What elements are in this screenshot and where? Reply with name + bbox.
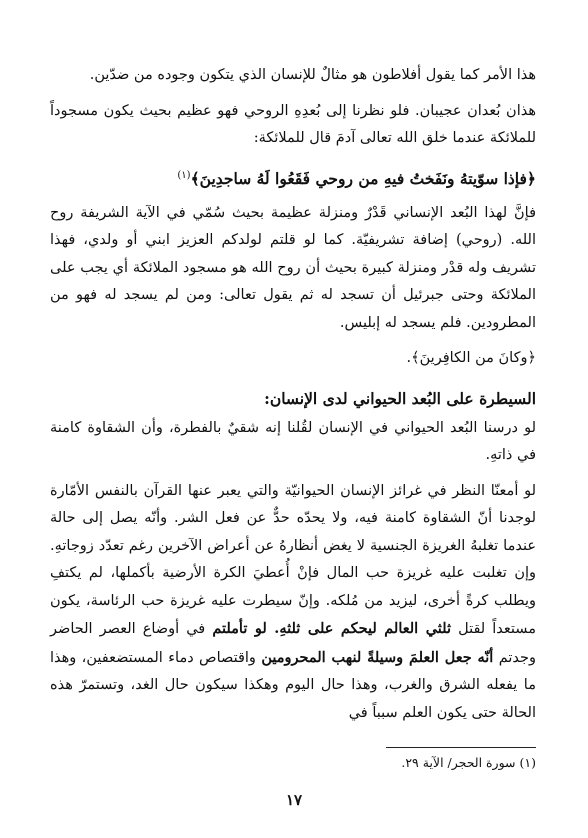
paragraph-5: لو درسنا البُعد الحيواني في الإنسان لقُلنا إنه شقيٌ بالفطرة، وأن الشقاوة كامنة في ذاتهِ. — [50, 419, 536, 464]
section-heading: السيطرة على البُعد الحيواني لدى الإنسان: — [264, 388, 536, 408]
paragraph-6-text-b: في أوضاع العصر الحاضر وجدتم — [50, 621, 536, 666]
paragraph-2: هذان بُعدان عجيبان. فلو نظرنا إلى بُعدِهِ الروحي فهو عظيم بحيث يكون مسجوداً للملائكة عندما خلق الله تعالى آدمَ قال للملائكة: — [50, 102, 536, 146]
quran-verse — [50, 161, 536, 194]
paragraph-6-bold-b: أنّه جعل العلمَ وسيلةً لنهب المحرومين — [261, 648, 494, 666]
footnote: (١) سورة الحجر/ الآية ٢٩. — [401, 755, 536, 770]
footnote-divider — [386, 747, 536, 748]
paragraph-3: فإنَّ لهذا البُعد الإنساني قَدْرٌ ومنزلة عظيمة بحيث سُمّي في الآية الشريفة روح الله. (روحي) إضافة تشريفيّة. كما لو قلتم لولدكم العزيز ابني أو ولدي، فهذا تشريف وله قدْر ومنزلة كبيرة بحيث أن روح الله هو مسجود الملائكة أي يجب على الملائكة وحتى جبرئيل أن تسجد له ثم يقول تعالى: ومن لم يسجد له فهو من المطرودين. فلم يسجد له إبليس. — [50, 204, 536, 331]
footnote-marker: (١) — [177, 169, 191, 181]
verse-text: ﴿فإذا سوّيتهُ ونَفَختُ فيهِ من روحي فَقَعُوا لَهُ ساجدِينَ﴾ — [190, 168, 536, 188]
paragraph-4: ﴿وكانَ من الكافِرينَ﴾. — [406, 350, 536, 367]
paragraph-6-text-a: لو أمعنّا النظر في غرائز الإنسان الحيوانيّة والتي يعبر عنها القرآن بالنفس الأمّارة لوجدنا أنّ الشقاوة كامنة فيه، ولا يحدّه حدٌّ عن فعل الشر. وأنّه يصل إلى حالة عندما تغلبهُ الغريزة الجنسية لا يغض أنظارهُ عن أعراض الآخرين رغم تعدّد زوجاتهِ. وإن تغلبت عليه غريزة حب المال فإنْ أُعطيَ الكرة الأرضية بأكملها، لم يكتفِ ويطلب كرةً أخرى، ليزيد من مُلكه. وإنّ سيطرت عليه غريزة حب الرئاسة، يكون مستعداً لقتل — [50, 482, 536, 638]
paragraph-1: هذا الأمر كما يقول أفلاطون هو مثالٌ للإنسان الذي يتكون وجوده من ضدّين. — [89, 67, 536, 83]
paragraph-6 — [50, 478, 536, 728]
paragraph-6-text-c: واقتصاص دماء المستضعفين، وهذا ما يفعله الشرق والغرب، وهذا حال اليوم وهكذا سيكون حال الغد، وتستمرّ هذه الحالة حتى يكون العلم سبباً في — [50, 649, 536, 721]
paragraph-6-bold-a: ثلثي العالم ليحكم على ثلثهِ. لو تأملتم — [212, 620, 451, 638]
page-number: ١٧ — [285, 791, 303, 809]
